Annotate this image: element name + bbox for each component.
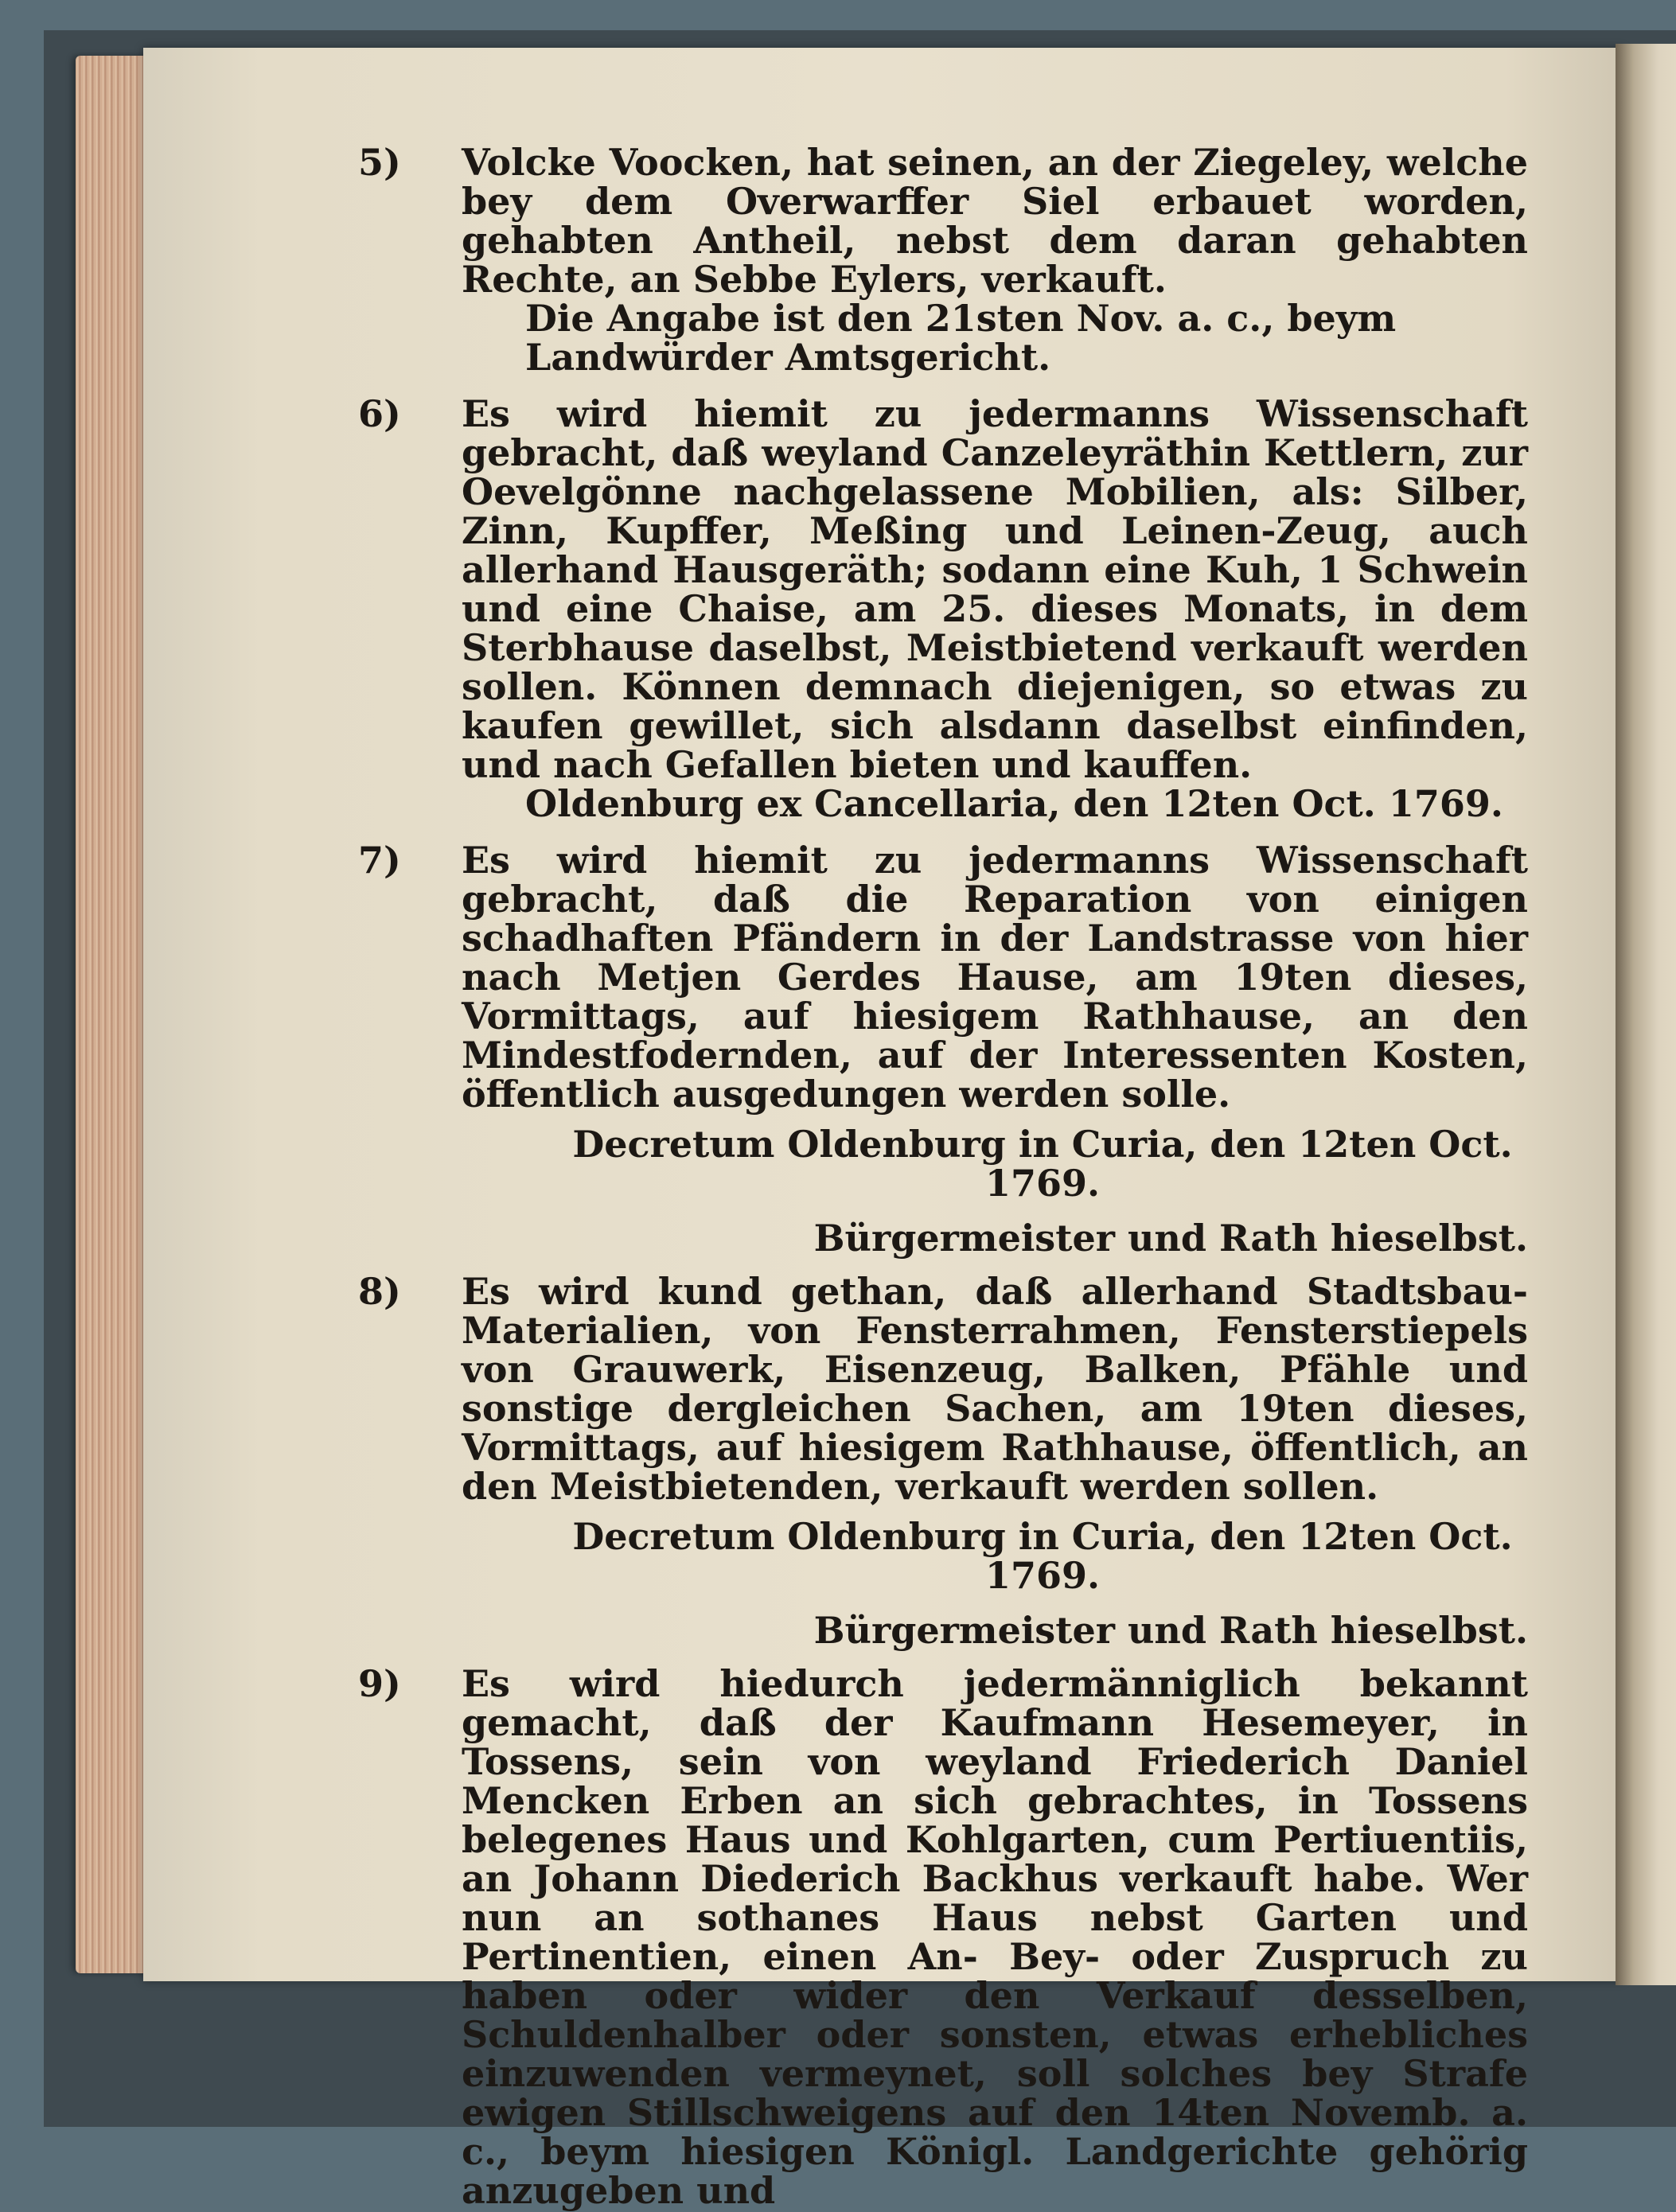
entry-number: 7) <box>358 839 401 882</box>
entry-6 <box>358 392 1528 825</box>
entry-number: 9) <box>358 1662 401 1705</box>
entry-9 <box>358 1662 1528 2212</box>
entry-number: 6) <box>358 392 401 435</box>
entry-text: Volcke Voocken, hat seinen, an der Ziegeley, welche bey dem Overwarffer Siel erbauet worden, gehabten Antheil, nebst dem daran gehabten Rechte, an Sebbe Eylers, verkauft. <box>462 141 1528 301</box>
entry-text: Es wird hiemit zu jedermanns Wissenschaft gebracht, daß weyland Canzeleyräthin Kettlern, zur Oevelgönne nachgelassene Mobilien, als: Silber, Zinn, Kupffer, Meßing und Leinen-Zeug, auch allerhand Hausgeräth; sodann eine Kuh, 1 Schwein und eine Chaise, am 25. dieses Monats, in dem Sterbhause daselbst, Meistbietend verkauft werden sollen. Können demnach diejenigen, so etwas zu kaufen gewillet, sich alsdann daselbst einfinden, und nach Gefallen bieten und kauffen. <box>462 392 1528 786</box>
page-text <box>358 141 1528 2212</box>
entry-signature: Bürgermeister und Rath hieselbst. <box>813 1609 1528 1652</box>
entry-5 <box>358 141 1528 379</box>
entry-place-date: Oldenburg ex Cancellaria, den 12ten Oct. 1769. <box>525 782 1503 825</box>
entry-7 <box>358 839 1528 1260</box>
entry-text: Es wird hiemit zu jedermanns Wissenschaft gebracht, daß die Reparation von einigen schadhaften Pfändern in der Landstrasse von hier nach Metjen Gerdes Hause, am 19ten dieses, Vormittags, auf hiesigem Rathhause, an den Mindestfodernden, auf der Interessenten Kosten, öffentlich ausgedungen werden solle. <box>462 839 1528 1116</box>
entry-number: 8) <box>358 1270 401 1313</box>
entry-signature: Bürgermeister und Rath hieselbst. <box>813 1217 1528 1260</box>
entry-text: Es wird kund gethan, daß allerhand Stadtsbau-Materialien, von Fensterrahmen, Fensterstiepels von Grauwerk, Eisenzeug, Balken, Pfähle und sonstige dergleichen Sachen, am 19ten dieses, Vormittags, auf hiesigem Rathhause, öffentlich, an den Meistbietenden, verkauft werden sollen. <box>462 1270 1528 1508</box>
entry-note: Die Angabe ist den 21sten Nov. a. c., beym Landwürder Amtsgericht. <box>525 297 1397 379</box>
entry-place-date: Decretum Oldenburg in Curia, den 12ten Oct. 1769. <box>572 1515 1513 1597</box>
entry-place-date: Decretum Oldenburg in Curia, den 12ten Oct. 1769. <box>572 1123 1513 1205</box>
gutter <box>1616 44 1676 1985</box>
entry-text: Es wird hiedurch jedermänniglich bekannt gemacht, daß der Kaufmann Hesemeyer, in Tossens, sein von weyland Friederich Daniel Mencken Erben an sich gebrachtes, in Tossens belegenes Haus und Kohlgarten, cum Pertiuentiis, an Johann Diederich Backhus verkauft habe. Wer nun an sothanes Haus nebst Garten und Pertinentien, einen An- Bey- oder Zuspruch zu haben oder wider den Verkauf desselben, Schuldenhalber oder sonsten, etwas erhebliches einzuwenden vermeynet, soll solches bey Strafe ewigen Stillschweigens auf den 14ten Novemb. a. c., beym hiesigen Königl. Landgerichte gehörig anzugeben und <box>462 1662 1528 2212</box>
entry-number: 5) <box>358 141 401 184</box>
entry-8 <box>358 1270 1528 1652</box>
